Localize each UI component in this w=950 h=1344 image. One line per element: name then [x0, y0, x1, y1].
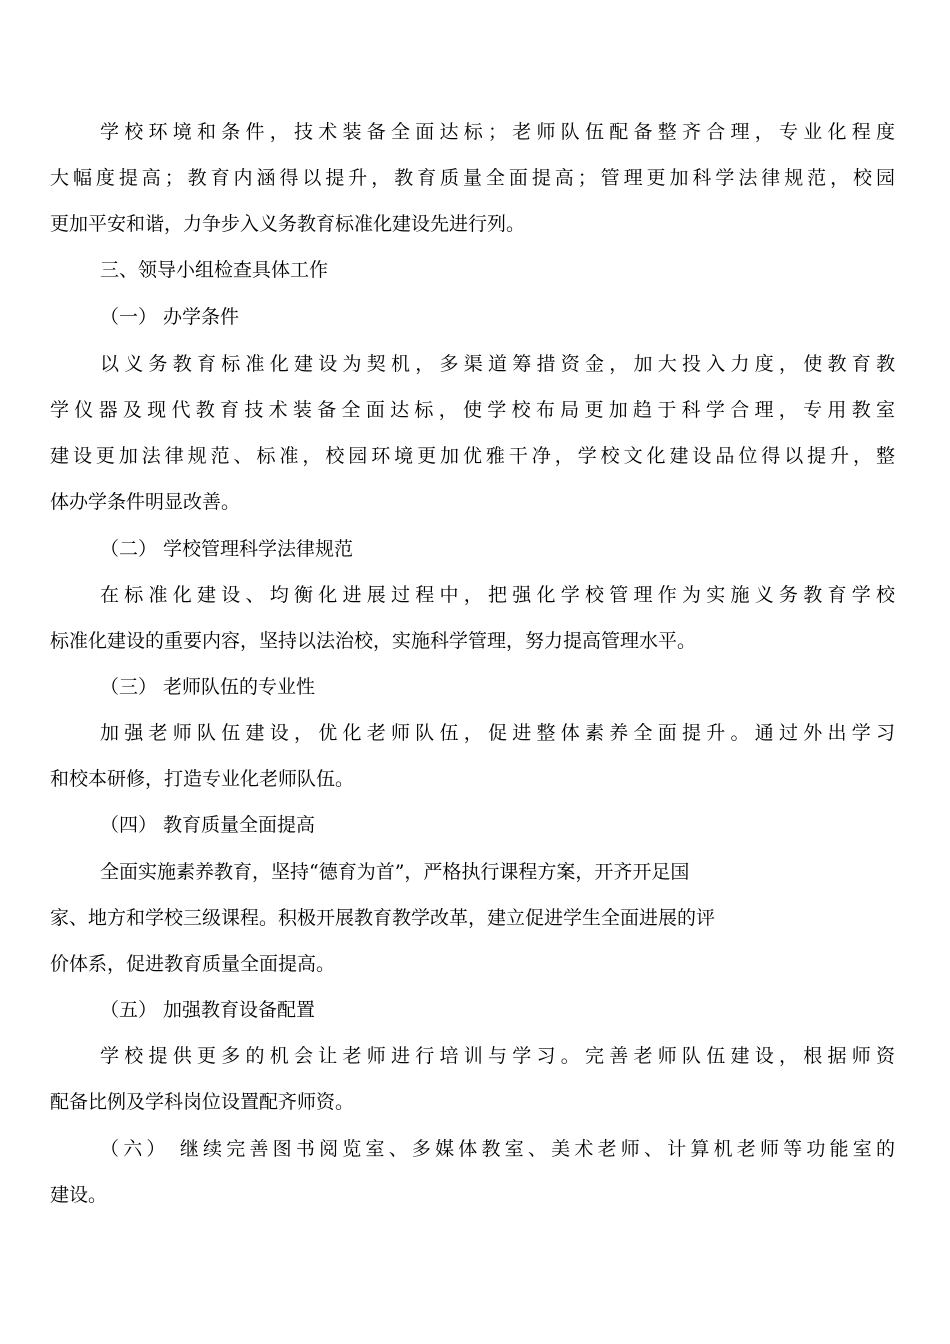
paragraph-line: 价体系，促进教育质量全面提高。 [50, 953, 336, 975]
paragraph-line: 以义务教育标准化建设为契机，多渠道筹措资金，加大投入力度，使教育教 [100, 353, 895, 375]
paragraph-line: 在标准化建设、均衡化进展过程中，把强化学校管理作为实施义务教育学校 [100, 584, 895, 606]
paragraph-line: 家、地方和学校三级课程。积极开展教育教学改革，建立促进学生全面进展的评 [50, 907, 716, 929]
paragraph-line: 学仪器及现代教育技术装备全面达标，使学校布局更加趋于科学合理，专用教室 [50, 399, 895, 421]
subsection-heading: （五） 加强教育设备配置 [100, 999, 316, 1021]
subsection-heading: （一） 办学条件 [100, 306, 240, 328]
paragraph-line: 体办学条件明显改善。 [50, 491, 241, 513]
subsection-heading: （三） 老师队伍的专业性 [100, 676, 316, 698]
paragraph-line: 建设。 [50, 1184, 108, 1206]
paragraph-line: 配备比例及学科岗位设置配齐师资。 [50, 1091, 355, 1113]
paragraph-line: 建设更加法律规范、标准，校园环境更加优雅干净，学校文化建设品位得以提升，整 [50, 445, 895, 467]
paragraph-line: 标准化建设的重要内容，坚持以法治校，实施科学管理，努力提高管理水平。 [50, 630, 697, 652]
paragraph-line: 更加平安和谐，力争步入义务教育标准化建设先进行列。 [50, 213, 526, 235]
paragraph-line: 学校环境和条件，技术装备全面达标；老师队伍配备整齐合理，专业化程度 [100, 121, 895, 143]
paragraph-line: 加强老师队伍建设，优化老师队伍，促进整体素养全面提升。通过外出学习 [100, 722, 895, 744]
paragraph-line: 全面实施素养教育，坚持“德育为首”，严格执行课程方案，开齐开足国 [100, 861, 690, 883]
paragraph-line: 学校提供更多的机会让老师进行培训与学习。完善老师队伍建设，根据师资 [100, 1045, 895, 1067]
subsection-heading: （六） 继续完善图书阅览室、多媒体教室、美术老师、计算机老师等功能室的 [100, 1138, 895, 1160]
section-heading: 三、领导小组检查具体工作 [100, 259, 329, 281]
paragraph-line: 大幅度提高；教育内涵得以提升，教育质量全面提高；管理更加科学法律规范，校园 [50, 167, 895, 189]
paragraph-line: 和校本研修，打造专业化老师队伍。 [50, 768, 355, 790]
subsection-heading: （四） 教育质量全面提高 [100, 814, 316, 836]
subsection-heading: （二） 学校管理科学法律规范 [100, 538, 354, 560]
